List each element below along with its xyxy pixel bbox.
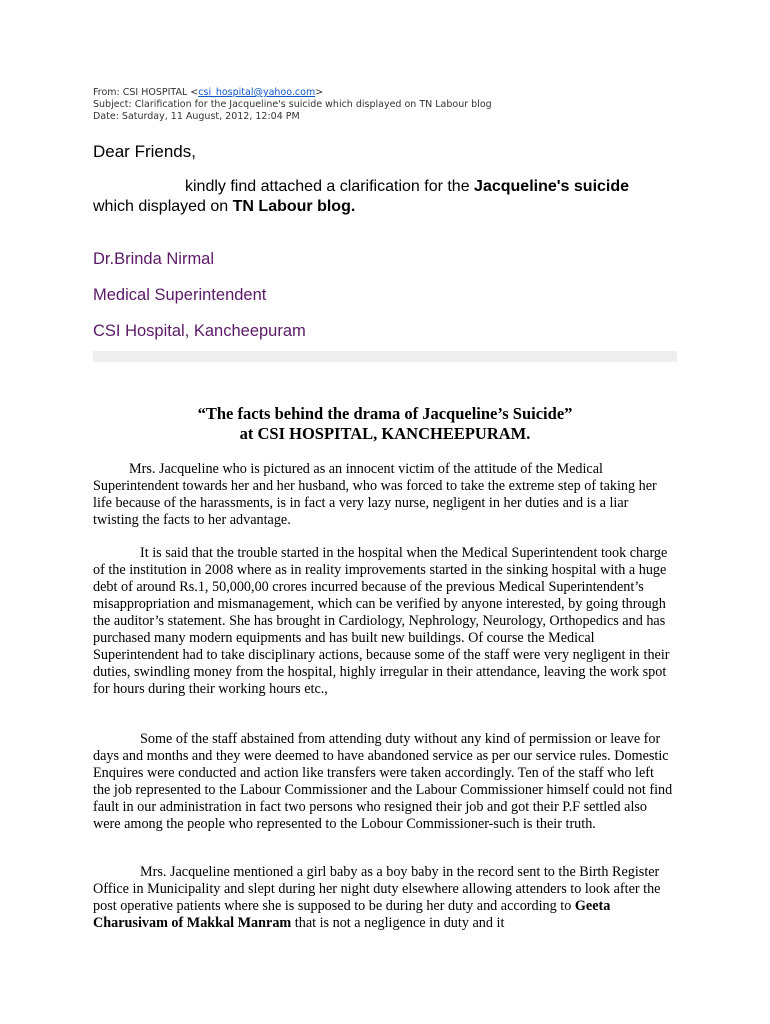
- intro-text: kindly find attached a clarification for the Jacqueline's suicide which displayed on TN Labour blog.: [93, 178, 630, 215]
- signature-name: Dr.Brinda Nirmal: [93, 250, 215, 268]
- signature-org: CSI Hospital, Kancheepuram: [93, 322, 306, 340]
- signature-role: Medical Superintendent: [93, 286, 267, 304]
- paragraph-1: Mrs. Jacqueline who is pictured as an innocent victim of the attitude of the Medical Superintendent towards her and her husband, who was forced to take the extreme step of taking her life because of the harassments, is in fact a very lazy nurse, negligent in her duties and is a liar twisting the facts to her advantage.: [93, 461, 657, 528]
- paragraph-3: Some of the staff abstained from attending duty without any kind of permission or leave for days and months and they were deemed to have abandoned service as per our service rules. Domestic Enquires were conducted and action like transfers were taken accordingly. Ten of the staff who left the job represented to the Labour Commissioner and the Labour Commissioner himself could not find fault in our administration in fact two persons who resigned their job and got their P.F settled also were among the people who represented to the Lobour Commissioner-such is their truth.: [93, 731, 673, 832]
- email-from: From: CSI HOSPITAL <csi_hospital@yahoo.com>: [93, 87, 324, 98]
- paragraph-4: Mrs. Jacqueline mentioned a girl baby as a boy baby in the record sent to the Birth Register Office in Municipality and slept during her night duty elsewhere allowing attenders to look after the post operative patients where she is supposed to be during her duty and according to Geeta Charusivam of Makkal Manram that is not a negligence in duty and it: [93, 864, 661, 931]
- document-title: “The facts behind the drama of Jacqueline’s Suicide” at CSI HOSPITAL, KANCHEEPURAM.: [197, 404, 573, 443]
- email-header: [93, 87, 492, 123]
- email-subject: Subject: Clarification for the Jacqueline's suicide which displayed on TN Labour blog: [93, 99, 492, 110]
- separator-bar: [93, 351, 677, 362]
- sender-email-link[interactable]: csi_hospital@yahoo.com: [198, 87, 316, 98]
- greeting: Dear Friends,: [93, 142, 196, 161]
- paragraph-2: It is said that the trouble started in the hospital when the Medical Superintendent took charge of the institution in 2008 where as in reality improvements started in the sinking hospital with a huge debt of around Rs.1, 50,000,00 crores incurred because of the previous Medical Superintendent’s misappropriation and mismanagement, which can be verified by anyone interested, by going through the auditor’s statement. She has brought in Cardiology, Nephrology, Neurology, Orthopedics and has purchased many modern equipments and has built new buildings. Of course the Medical Superintendent had to take disciplinary actions, because some of the staff were very negligent in their duties, swindling money from the hospital, highly irregular in their attendance, leaving the work spot for hours during their working hours etc.,: [93, 545, 670, 697]
- email-date: Date: Saturday, 11 August, 2012, 12:04 PM: [93, 111, 300, 122]
